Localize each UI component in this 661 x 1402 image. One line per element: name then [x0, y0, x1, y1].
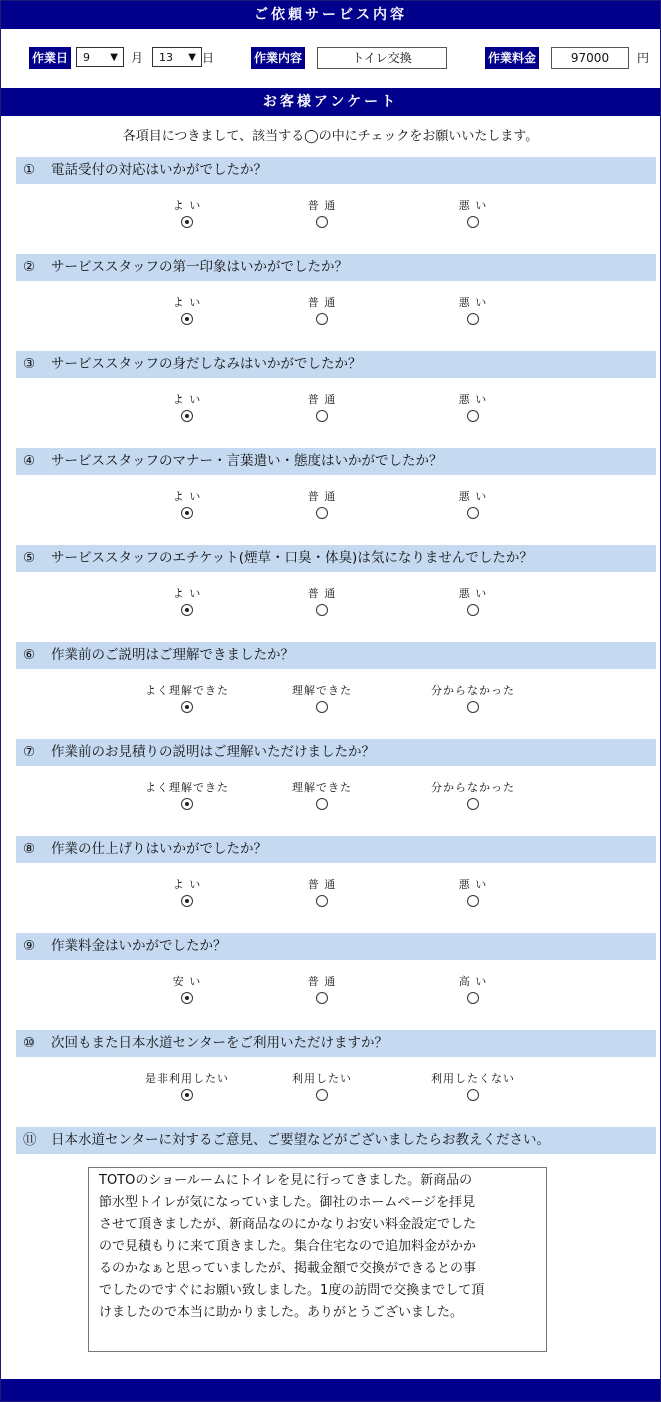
question-number: ③ [23, 356, 36, 372]
question-header-9 [16, 933, 656, 960]
option-label: 分からなかった [431, 781, 515, 794]
option-10-1[interactable] [127, 1072, 247, 1101]
radio-button[interactable] [181, 313, 193, 325]
question-header-3 [16, 351, 656, 378]
option-7-1[interactable] [127, 781, 247, 810]
option-label: よ い [172, 878, 202, 891]
question-header-8 [16, 836, 656, 863]
option-7-3[interactable] [413, 781, 533, 810]
work-content-field[interactable]: トイレ交換 [317, 47, 447, 69]
radio-button[interactable] [316, 701, 328, 713]
option-4-3[interactable] [413, 490, 533, 519]
option-1-3[interactable] [413, 199, 533, 228]
comment-question-header [16, 1127, 656, 1154]
option-8-3[interactable] [413, 878, 533, 907]
question-number: ① [23, 162, 36, 178]
question-number: ⑦ [23, 744, 36, 760]
option-label: 分からなかった [431, 684, 515, 697]
question-number: ⑨ [23, 938, 36, 954]
radio-button[interactable] [467, 1089, 479, 1101]
option-label: 安 い [172, 975, 202, 988]
service-header: ご依頼サービス内容 [1, 1, 660, 29]
comment-textarea[interactable]: TOTOのショールームにトイレを見に行ってきました。新商品の 節水型トイレが気になっていました。御社のホームページを拝見 させて頂きましたが、新商品なのにかなりお安い料金設定でした ので見積もりに来て頂きました。集合住宅なので追加料金がかか るのかなぁと思っていましたが、掲載金額で交換ができるとの事 でしたのですぐにお願い致しました。1度の訪問で交換までして頂 けましたので本当に助かりました。ありがとうございました。 [88, 1167, 547, 1352]
radio-button[interactable] [467, 701, 479, 713]
footer-bar [1, 1379, 660, 1401]
month-select[interactable] [76, 47, 124, 67]
radio-button[interactable] [316, 216, 328, 228]
question-text: サービススタッフの身だしなみはいかがでしたか？ [51, 356, 362, 372]
question-header-6 [16, 642, 656, 669]
option-label: 普 通 [307, 878, 337, 891]
radio-button[interactable] [181, 895, 193, 907]
option-6-3[interactable] [413, 684, 533, 713]
option-2-1[interactable] [127, 296, 247, 325]
option-label: よ い [172, 490, 202, 503]
question-number: ④ [23, 453, 36, 469]
option-10-2[interactable] [262, 1072, 382, 1101]
option-label: 普 通 [307, 296, 337, 309]
question-number: ⑧ [23, 841, 36, 857]
radio-button[interactable] [181, 507, 193, 519]
radio-button[interactable] [467, 507, 479, 519]
option-1-2[interactable] [262, 199, 382, 228]
radio-button[interactable] [467, 992, 479, 1004]
option-label: 理解できた [292, 684, 352, 697]
radio-button[interactable] [316, 798, 328, 810]
option-5-2[interactable] [262, 587, 382, 616]
question-number: ⑪ [23, 1132, 37, 1148]
option-label: 高 い [458, 975, 488, 988]
option-label: 利用したい [292, 1072, 352, 1085]
question-header-7 [16, 739, 656, 766]
question-text: 作業料金はいかがでしたか？ [51, 938, 227, 954]
question-header-10 [16, 1030, 656, 1057]
option-9-1[interactable] [127, 975, 247, 1004]
option-7-2[interactable] [262, 781, 382, 810]
survey-header: お客様アンケート [1, 88, 660, 116]
radio-button[interactable] [181, 216, 193, 228]
work-date-label: 作業日 [29, 47, 71, 69]
radio-button[interactable] [316, 1089, 328, 1101]
option-label: 普 通 [307, 393, 337, 406]
radio-button[interactable] [316, 313, 328, 325]
dropdown-arrow-icon: ▼ [188, 52, 196, 63]
option-8-2[interactable] [262, 878, 382, 907]
option-label: 普 通 [307, 587, 337, 600]
work-info-row [1, 45, 660, 73]
question-text: 次回もまた日本水道センターをご利用いただけますか？ [51, 1035, 388, 1051]
option-label: 理解できた [292, 781, 352, 794]
option-label: よ い [172, 393, 202, 406]
option-label: 悪 い [458, 587, 488, 600]
option-label: 是非利用したい [145, 1072, 229, 1085]
radio-button[interactable] [467, 604, 479, 616]
radio-button[interactable] [467, 895, 479, 907]
question-text: 作業前のご説明はご理解できましたか？ [51, 647, 294, 663]
question-header-5 [16, 545, 656, 572]
option-5-1[interactable] [127, 587, 247, 616]
question-number: ② [23, 259, 36, 275]
question-header-2 [16, 254, 656, 281]
question-header-4 [16, 448, 656, 475]
option-3-3[interactable] [413, 393, 533, 422]
option-label: よ い [172, 587, 202, 600]
month-unit: 月 [131, 51, 144, 65]
radio-button[interactable] [316, 895, 328, 907]
radio-button[interactable] [181, 1089, 193, 1101]
option-label: 悪 い [458, 199, 488, 212]
day-value: 13 [159, 51, 173, 64]
option-label: よ い [172, 199, 202, 212]
option-4-2[interactable] [262, 490, 382, 519]
radio-button[interactable] [467, 216, 479, 228]
radio-button[interactable] [467, 798, 479, 810]
option-label: 悪 い [458, 490, 488, 503]
option-label: 普 通 [307, 975, 337, 988]
option-label: 利用したくない [431, 1072, 515, 1085]
option-label: 普 通 [307, 490, 337, 503]
radio-button[interactable] [467, 313, 479, 325]
question-number: ⑥ [23, 647, 36, 663]
question-text: 作業の仕上げりはいかがでしたか？ [51, 841, 267, 857]
day-unit: 日 [202, 51, 215, 65]
radio-button[interactable] [181, 410, 193, 422]
option-9-2[interactable] [262, 975, 382, 1004]
option-4-1[interactable] [127, 490, 247, 519]
radio-button[interactable] [316, 604, 328, 616]
radio-button[interactable] [467, 410, 479, 422]
radio-button[interactable] [181, 798, 193, 810]
question-text: 作業前のお見積りの説明はご理解いただけましたか？ [51, 744, 375, 760]
question-text: サービススタッフの第一印象はいかがでしたか？ [51, 259, 348, 275]
option-3-1[interactable] [127, 393, 247, 422]
survey-intro: 各項目につきまして、該当する◯の中にチェックをお願いいたします。 [122, 129, 539, 144]
option-6-2[interactable] [262, 684, 382, 713]
option-label: よ い [172, 296, 202, 309]
day-select[interactable] [152, 47, 202, 67]
option-label: よく理解できた [145, 781, 229, 794]
fee-unit: 円 [637, 51, 650, 65]
option-10-3[interactable] [413, 1072, 533, 1101]
radio-button[interactable] [316, 410, 328, 422]
option-8-1[interactable] [127, 878, 247, 907]
option-2-2[interactable] [262, 296, 382, 325]
question-text: サービススタッフのマナー・言葉遣い・態度はいかがでしたか？ [51, 453, 443, 469]
option-2-3[interactable] [413, 296, 533, 325]
option-1-1[interactable] [127, 199, 247, 228]
question-number: ⑩ [23, 1035, 36, 1051]
option-label: よく理解できた [145, 684, 229, 697]
option-label: 悪 い [458, 393, 488, 406]
question-text: サービススタッフのエチケット(煙草・口臭・体臭)は気になりませんでしたか？ [51, 550, 533, 566]
option-6-1[interactable] [127, 684, 247, 713]
radio-button[interactable] [181, 992, 193, 1004]
radio-button[interactable] [181, 604, 193, 616]
question-header-1 [16, 157, 656, 184]
option-5-3[interactable] [413, 587, 533, 616]
option-label: 普 通 [307, 199, 337, 212]
radio-button[interactable] [316, 507, 328, 519]
option-3-2[interactable] [262, 393, 382, 422]
dropdown-arrow-icon: ▼ [110, 52, 118, 63]
work-content-label: 作業内容 [251, 47, 305, 69]
work-fee-field[interactable]: 97000 [551, 47, 629, 69]
option-label: 悪 い [458, 296, 488, 309]
question-text: 電話受付の対応はいかがでしたか？ [51, 162, 267, 178]
radio-button[interactable] [316, 992, 328, 1004]
question-text: 日本水道センターに対するご意見、ご要望などがございましたらお教えください。 [51, 1132, 550, 1148]
month-value: 9 [83, 51, 90, 64]
option-9-3[interactable] [413, 975, 533, 1004]
work-fee-label: 作業料金 [485, 47, 539, 69]
option-label: 悪 い [458, 878, 488, 891]
radio-button[interactable] [181, 701, 193, 713]
question-number: ⑤ [23, 550, 36, 566]
